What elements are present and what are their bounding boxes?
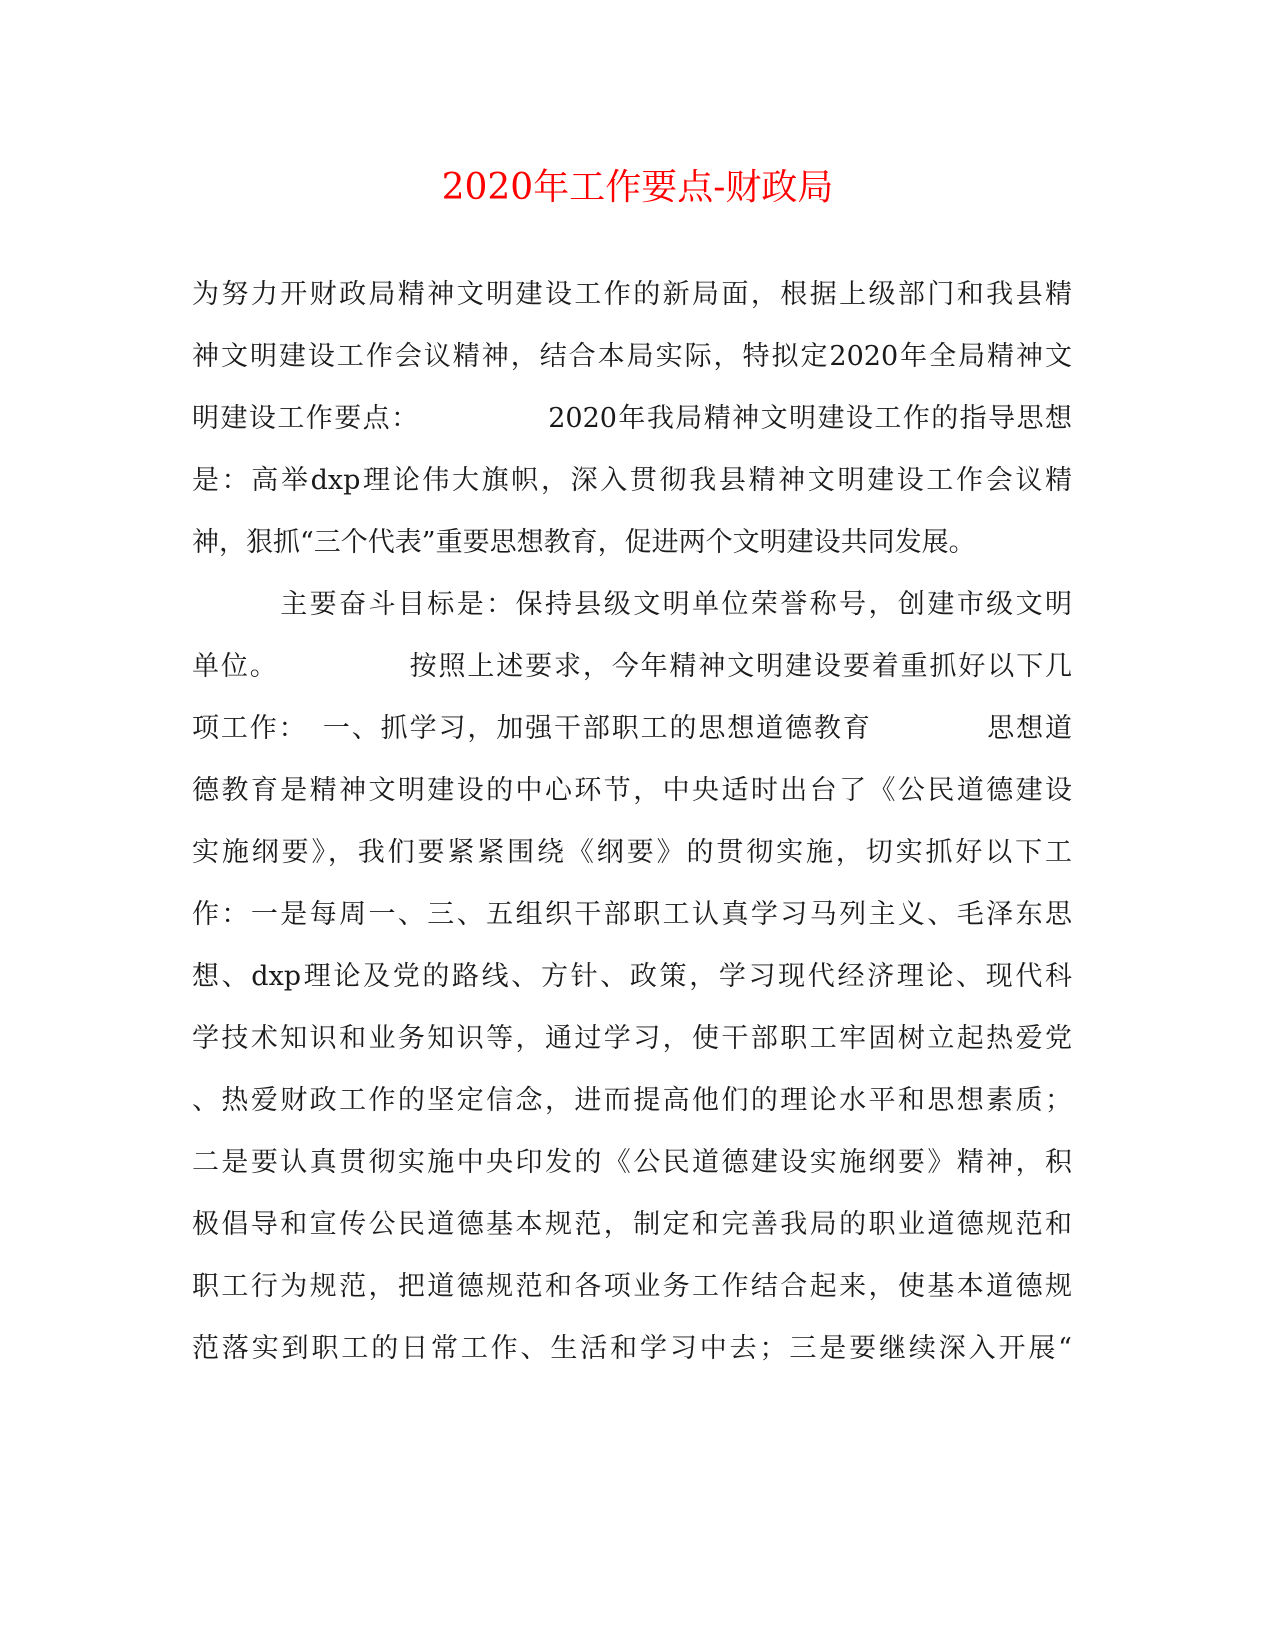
body-line: 二是要认真贯彻实施中央印发的《公民道德建设实施纲要》精神，积 (192, 1147, 1072, 1178)
body-line: 学技术知识和业务知识等，通过学习，使干部职工牢固树立起热爱党 (192, 1023, 1072, 1054)
body-line: 主要奋斗目标是：保持县级文明单位荣誉称号，创建市级文明 (192, 589, 1072, 620)
body-line: 职工行为规范，把道德规范和各项业务工作结合起来，使基本道德规 (192, 1271, 1072, 1302)
body-line: 为努力开财政局精神文明建设工作的新局面，根据上级部门和我县精 (192, 279, 1072, 310)
body-line: 极倡导和宣传公民道德基本规范，制定和完善我局的职业道德规范和 (192, 1209, 1072, 1240)
body-line: 神，狠抓“三个代表”重要思想教育，促进两个文明建设共同发展。 (192, 527, 976, 558)
body-line: 实施纲要》，我们要紧紧围绕《纲要》的贯彻实施，切实抓好以下工 (192, 837, 1072, 868)
body-line: 是：高举dxp理论伟大旗帜，深入贯彻我县精神文明建设工作会议精 (192, 465, 1072, 496)
body-line: 德教育是精神文明建设的中心环节，中央适时出台了《公民道德建设 (192, 775, 1072, 806)
body-line: 神文明建设工作会议精神，结合本局实际，特拟定2020年全局精神文 (192, 341, 1072, 372)
body-line: 范落实到职工的日常工作、生活和学习中去；三是要继续深入开展“ (192, 1333, 1072, 1364)
body-line: 单位。 按照上述要求，今年精神文明建设要着重抓好以下几 (192, 651, 1072, 682)
body-line: 、热爱财政工作的坚定信念，进而提高他们的理论水平和思想素质； (192, 1085, 1072, 1116)
body-line: 想、dxp理论及党的路线、方针、政策，学习现代经济理论、现代科 (192, 961, 1072, 992)
body-line: 项工作： 一、抓学习，加强干部职工的思想道德教育 思想道 (192, 713, 1072, 744)
body-line: 作：一是每周一、三、五组织干部职工认真学习马列主义、毛泽东思 (192, 899, 1072, 930)
document-title: 2020年工作要点-财政局 (441, 167, 834, 208)
body-line: 明建设工作要点： 2020年我局精神文明建设工作的指导思想 (192, 403, 1072, 434)
